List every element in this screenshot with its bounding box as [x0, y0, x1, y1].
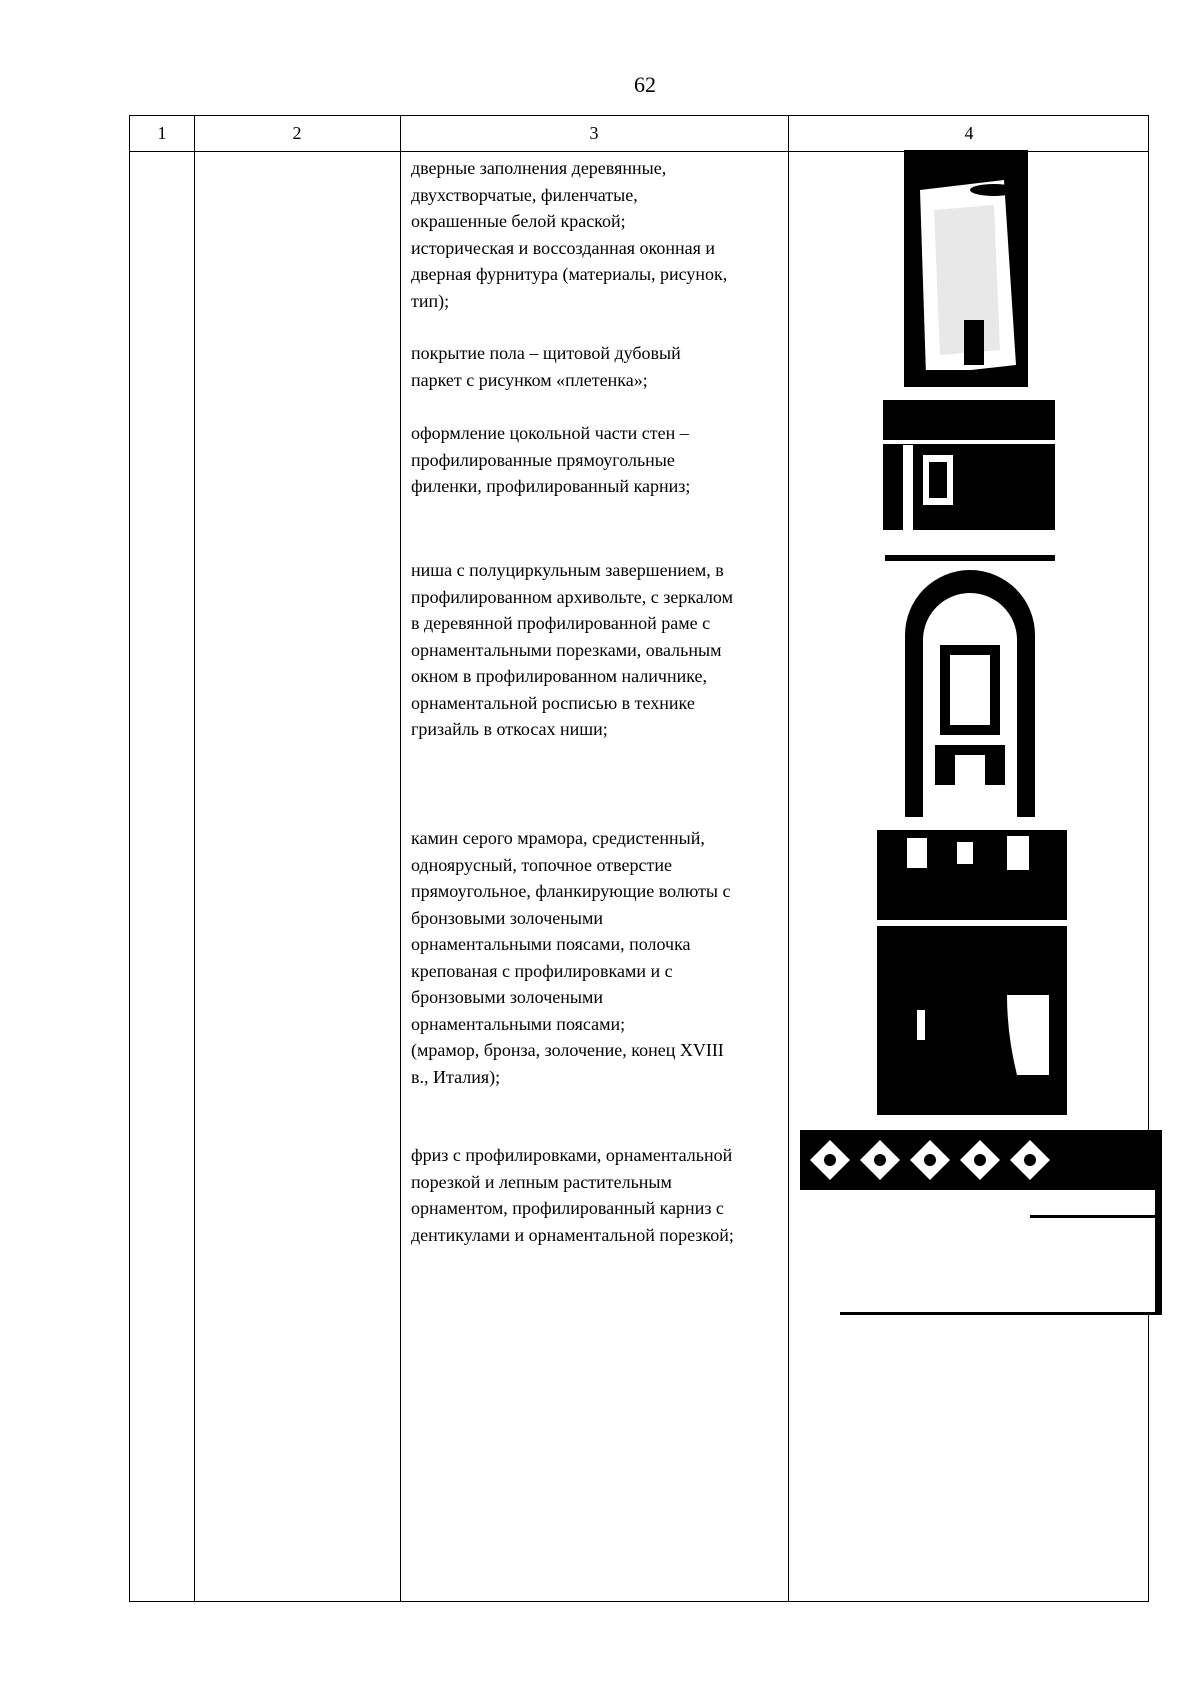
description-line: порезкой и лепным растительным — [411, 1171, 672, 1192]
description-floor — [411, 340, 786, 393]
description-line: орнаментальными порезками, овальным — [411, 639, 722, 660]
description-line: бронзовыми золочеными — [411, 987, 603, 1007]
description-line: ниша с полуциркульным завершением, в — [411, 560, 724, 580]
door-photo — [904, 150, 1028, 387]
fireplace-photo — [877, 830, 1067, 1115]
description-line: орнаментальной росписью в технике — [411, 692, 695, 713]
description-line: дверная фурнитура (материалы, рисунок, — [411, 264, 728, 284]
description-line: историческая и воссозданная оконная и — [411, 237, 716, 258]
description-line: орнаментальными поясами, полочка — [411, 934, 691, 954]
column-header-4: 4 — [964, 123, 974, 143]
description-line: тип); — [411, 290, 450, 311]
column-divider — [400, 116, 401, 1601]
description-line: фриз с профилировками, орнаментальной — [411, 1145, 733, 1165]
description-line: оформление цокольной части стен – — [411, 423, 689, 443]
niche-photo — [885, 555, 1055, 817]
description-line: профилированные прямоугольные — [411, 449, 675, 470]
description-line: в деревянной профилированной раме с — [411, 613, 711, 633]
description-line: камин серого мрамора, средистенный, — [411, 828, 705, 848]
column-header-2: 2 — [292, 123, 302, 143]
column-divider — [788, 116, 789, 1601]
description-line: филенки, профилированный карниз; — [411, 476, 691, 496]
description-line: в., Италия); — [411, 1066, 501, 1087]
description-line: бронзовыми золочеными — [411, 907, 603, 928]
description-line: (мрамор, бронза, золочение, конец XVIII — [411, 1040, 724, 1060]
description-line: гризайль в откосах ниши; — [411, 719, 608, 739]
description-line: дверные заполнения деревянные, — [411, 158, 667, 178]
description-niche — [411, 557, 786, 743]
frieze-photo — [800, 1130, 1162, 1315]
column-divider — [194, 116, 195, 1601]
column-header-1: 1 — [157, 123, 167, 143]
description-line: орнаментальными поясами; — [411, 1013, 626, 1034]
description-doors — [411, 155, 786, 314]
description-line: орнаментом, профилированный карниз с — [411, 1198, 724, 1218]
page-number: 62 — [634, 72, 656, 97]
description-line: профилированном архивольте, с зеркалом — [411, 586, 733, 607]
description-frieze — [411, 1142, 786, 1248]
description-fireplace — [411, 825, 786, 1090]
description-wall-base — [411, 420, 786, 500]
description-line: двухстворчатые, филенчатые, — [411, 184, 638, 205]
description-line: крепованая с профилировками и с — [411, 960, 673, 981]
description-line: окном в профилированном наличнике, — [411, 666, 708, 686]
wall-base-photo — [883, 400, 1055, 530]
description-line: паркет с рисунком «плетенка»; — [411, 369, 648, 390]
description-line: покрытие пола – щитовой дубовый — [411, 343, 681, 363]
column-header-3: 3 — [589, 123, 599, 143]
description-line: окрашенные белой краской; — [411, 211, 626, 231]
description-line: прямоугольное, фланкирующие волюты с — [411, 881, 731, 901]
description-line: одноярусный, топочное отверстие — [411, 854, 672, 875]
description-line: дентикулами и орнаментальной порезкой; — [411, 1224, 734, 1245]
